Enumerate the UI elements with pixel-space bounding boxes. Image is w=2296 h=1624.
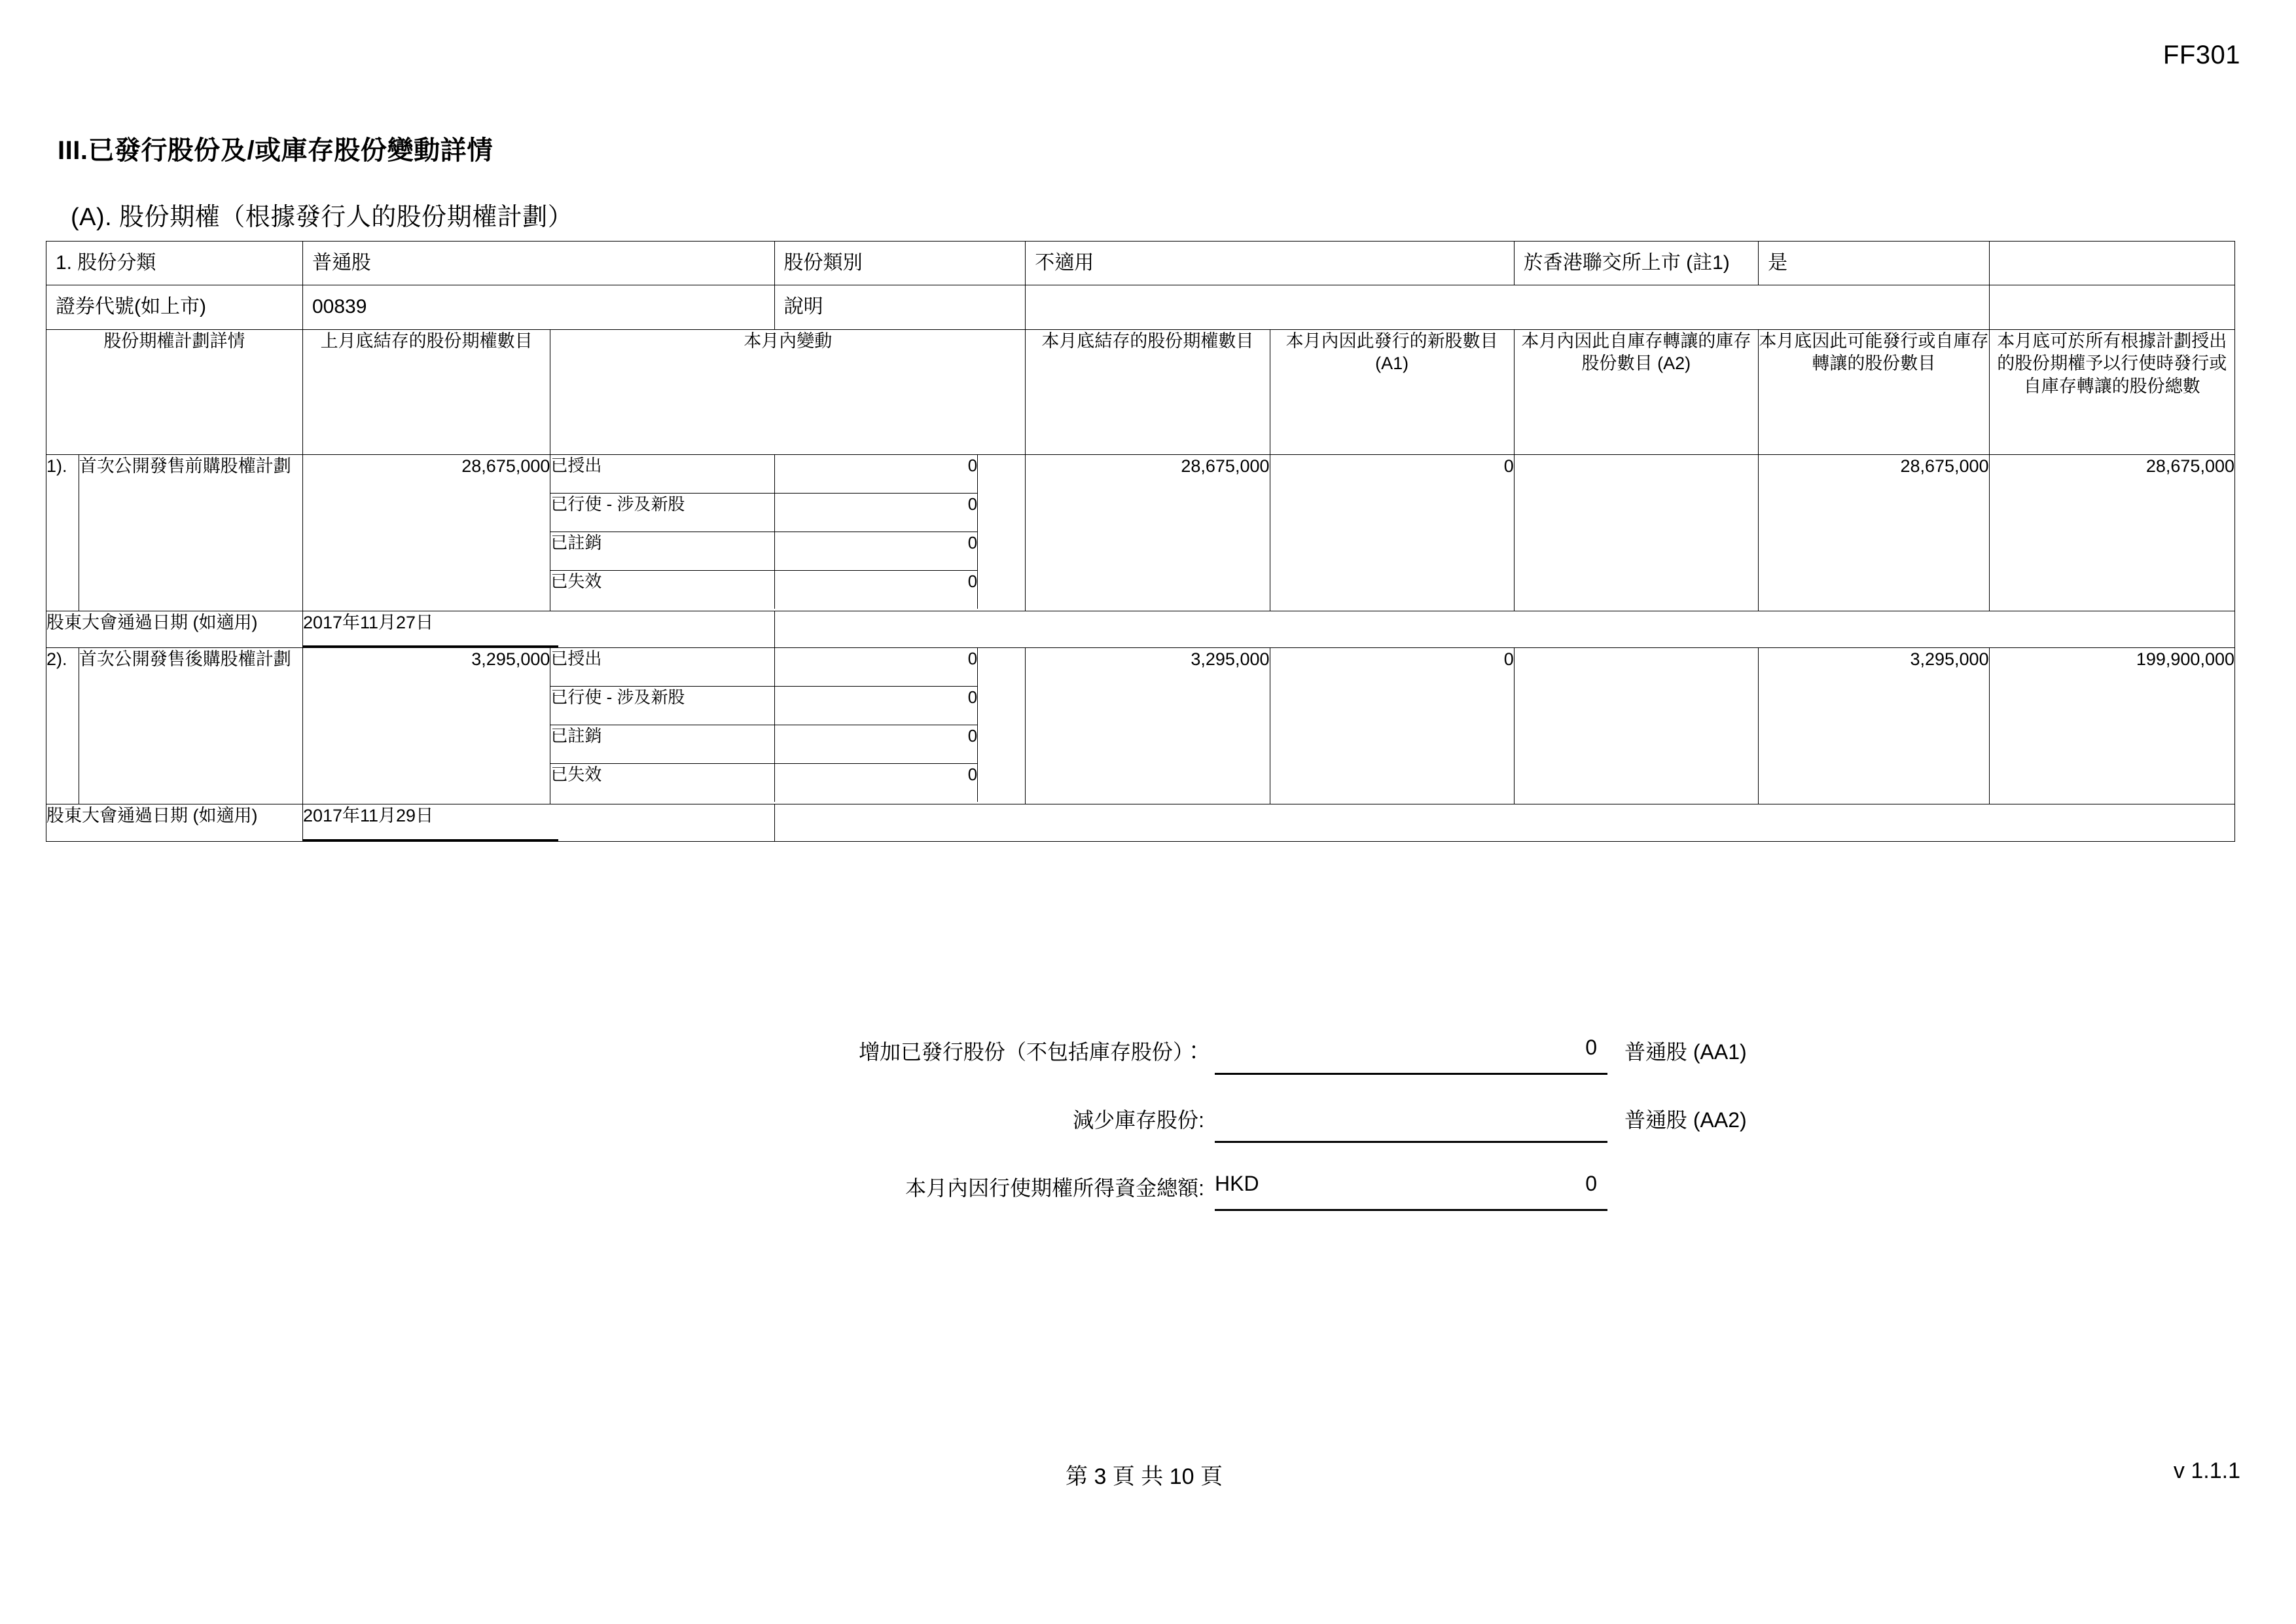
approval-date-filler [774, 804, 2234, 842]
description-value [1026, 285, 1988, 329]
movement-table [550, 648, 1025, 802]
funds-raised-label: 本月內因行使期權所得資金總額: [905, 1176, 1204, 1200]
stock-code-value: 00839 [312, 296, 367, 318]
approval-date-value-cell [302, 611, 774, 648]
table-row [46, 648, 2235, 804]
share-options-table [46, 241, 2235, 842]
movement-spacer-cancelled [978, 725, 1026, 764]
increase-shares-unit: 普通股 (AA1) [1624, 1040, 1747, 1064]
plan-treasury-a2 [1514, 648, 1758, 804]
movement-row-granted [550, 455, 1025, 494]
form-version: v 1.1.1 [2173, 1458, 2240, 1483]
listed-value: 是 [1768, 252, 1788, 274]
identification-spacer [1990, 242, 2234, 285]
decrease-treasury-label: 減少庫存股份: [1073, 1108, 1204, 1132]
type-value: 不適用 [1035, 252, 1094, 274]
movement-spacer-cancelled [978, 532, 1026, 570]
type-value-cell [1026, 242, 1515, 285]
plan-new-shares-a1: 0 [1270, 648, 1514, 804]
movement-label-cancelled: 已註銷 [550, 725, 774, 764]
header-treasury-a2: 本月內因此自庫存轉讓的庫存股份數目 (A2) [1514, 329, 1758, 454]
header-plan-details: 股份期權計劃詳情 [46, 329, 303, 454]
movement-spacer-lapsed [978, 764, 1026, 803]
movement-row-exercised [550, 687, 1025, 725]
identification-spacer-2 [1990, 285, 2234, 329]
approval-date-filler [774, 611, 2234, 648]
share-options-table-wrap [46, 241, 2235, 842]
movement-label-granted: 已授出 [550, 648, 774, 687]
movement-table [550, 455, 1025, 609]
plan-movements-cell [550, 454, 1026, 611]
movement-value-exercised: 0 [774, 687, 978, 725]
plan-opening-balance: 3,295,000 [302, 648, 550, 804]
table-row [46, 454, 2235, 611]
header-total-issuable: 本月底可於所有根據計劃授出的股份期權予以行使時發行或自庫存轉讓的股份總數 [1989, 329, 2234, 454]
movement-label-lapsed: 已失效 [550, 764, 774, 803]
class-label-cell [46, 242, 303, 285]
movement-label-lapsed: 已失效 [550, 570, 774, 609]
decrease-treasury-value [1215, 1102, 1607, 1143]
increase-shares-value: 0 [1215, 1034, 1607, 1075]
plan-name: 首次公開發售後購股權計劃 [79, 648, 302, 804]
plan-treasury-a2 [1514, 454, 1758, 611]
header-closing-balance: 本月底結存的股份期權數目 [1026, 329, 1270, 454]
section-heading: III.已發行股份及/或庫存股份變動詳情 [58, 136, 493, 165]
plan-movements-cell [550, 648, 1026, 804]
plan-issuable-end: 3,295,000 [1759, 648, 1990, 804]
approval-date-label: 股東大會通過日期 (如適用) [46, 611, 303, 648]
plan-new-shares-a1: 0 [1270, 454, 1514, 611]
approval-date-value: 2017年11月27日 [303, 611, 558, 648]
summary-row-funds [772, 1170, 1793, 1211]
movement-row-granted [550, 648, 1025, 687]
approval-date-row [46, 611, 2235, 648]
movement-spacer-granted [978, 455, 1026, 494]
movement-value-exercised: 0 [774, 493, 978, 532]
funds-raised-unit [1607, 1170, 1630, 1196]
movement-label-exercised: 已行使 - 涉及新股 [550, 687, 774, 725]
movement-label-exercised: 已行使 - 涉及新股 [550, 493, 774, 532]
plan-closing-balance: 28,675,000 [1026, 454, 1270, 611]
movement-row-lapsed [550, 570, 1025, 609]
plan-index: 2). [46, 648, 79, 804]
movement-spacer-lapsed [978, 570, 1026, 609]
description-label-cell [774, 285, 1026, 329]
header-movements: 本月內變動 [550, 329, 1026, 454]
summary-row-decrease [772, 1102, 1793, 1143]
plan-index: 1). [46, 454, 79, 611]
movement-row-lapsed [550, 764, 1025, 803]
identification-spacer-cell [1989, 242, 2234, 285]
movement-row-cancelled [550, 532, 1025, 570]
header-opening-balance: 上月底結存的股份期權數目 [302, 329, 550, 454]
class-value-cell [302, 242, 774, 285]
movement-spacer-granted [978, 648, 1026, 687]
approval-date-value: 2017年11月29日 [303, 804, 558, 841]
movement-row-cancelled [550, 725, 1025, 764]
movement-value-lapsed: 0 [774, 764, 978, 803]
plan-closing-balance: 3,295,000 [1026, 648, 1270, 804]
approval-date-label: 股東大會通過日期 (如適用) [46, 804, 303, 842]
description-label: 說明 [783, 296, 823, 318]
stock-code-label: 證券代號(如上市) [56, 296, 206, 318]
movement-row-exercised [550, 493, 1025, 532]
movement-value-cancelled: 0 [774, 725, 978, 764]
listed-label-cell [1514, 242, 1758, 285]
movement-value-granted: 0 [774, 648, 978, 687]
plan-total-issuable: 28,675,000 [1989, 454, 2234, 611]
movement-value-cancelled: 0 [774, 532, 978, 570]
subsection-heading: (A). 股份期權（根據發行人的股份期權計劃） [71, 204, 573, 231]
decrease-treasury-unit: 普通股 (AA2) [1624, 1108, 1747, 1132]
class-value: 普通股 [312, 252, 371, 274]
plan-opening-balance: 28,675,000 [302, 454, 550, 611]
plan-name: 首次公開發售前購股權計劃 [79, 454, 302, 611]
column-header-row [46, 329, 2235, 454]
form-id-label: FF301 [2162, 41, 2240, 69]
type-label-cell [774, 242, 1026, 285]
summary-row-increase [772, 1034, 1793, 1075]
class-label: 1. 股份分類 [56, 252, 156, 274]
summary-block [772, 1034, 1793, 1238]
movement-value-lapsed: 0 [774, 570, 978, 609]
increase-shares-label: 增加已發行股份（不包括庫存股份）： [858, 1040, 1204, 1064]
type-label: 股份類別 [783, 252, 863, 274]
plan-total-issuable: 199,900,000 [1989, 648, 2234, 804]
movement-spacer-exercised [978, 687, 1026, 725]
funds-raised-value: 0 [1585, 1172, 1597, 1195]
identification-row-code [46, 285, 2235, 329]
approval-date-row [46, 804, 2235, 842]
approval-date-value-cell [302, 804, 774, 842]
description-value-cell [1026, 285, 1989, 329]
header-issuable-end: 本月底因此可能發行或自庫存轉讓的股份數目 [1759, 329, 1990, 454]
movement-label-cancelled: 已註銷 [550, 532, 774, 570]
plan-issuable-end: 28,675,000 [1759, 454, 1990, 611]
stock-code-label-cell [46, 285, 303, 329]
identification-spacer-cell-2 [1989, 285, 2234, 329]
funds-raised-value-cell [1215, 1170, 1607, 1211]
identification-row-class [46, 242, 2235, 285]
header-new-shares-a1: 本月內因此發行的新股數目 (A1) [1270, 329, 1514, 454]
movement-label-granted: 已授出 [550, 455, 774, 494]
listed-value-cell [1759, 242, 1990, 285]
stock-code-value-cell [302, 285, 774, 329]
movement-spacer-exercised [978, 493, 1026, 532]
listed-label: 於香港聯交所上市 (註1) [1523, 252, 1730, 274]
funds-currency-code: HKD [1215, 1172, 1259, 1195]
page-number: 第 3 頁 共 10 頁 [1066, 1464, 1223, 1489]
movement-value-granted: 0 [774, 455, 978, 494]
